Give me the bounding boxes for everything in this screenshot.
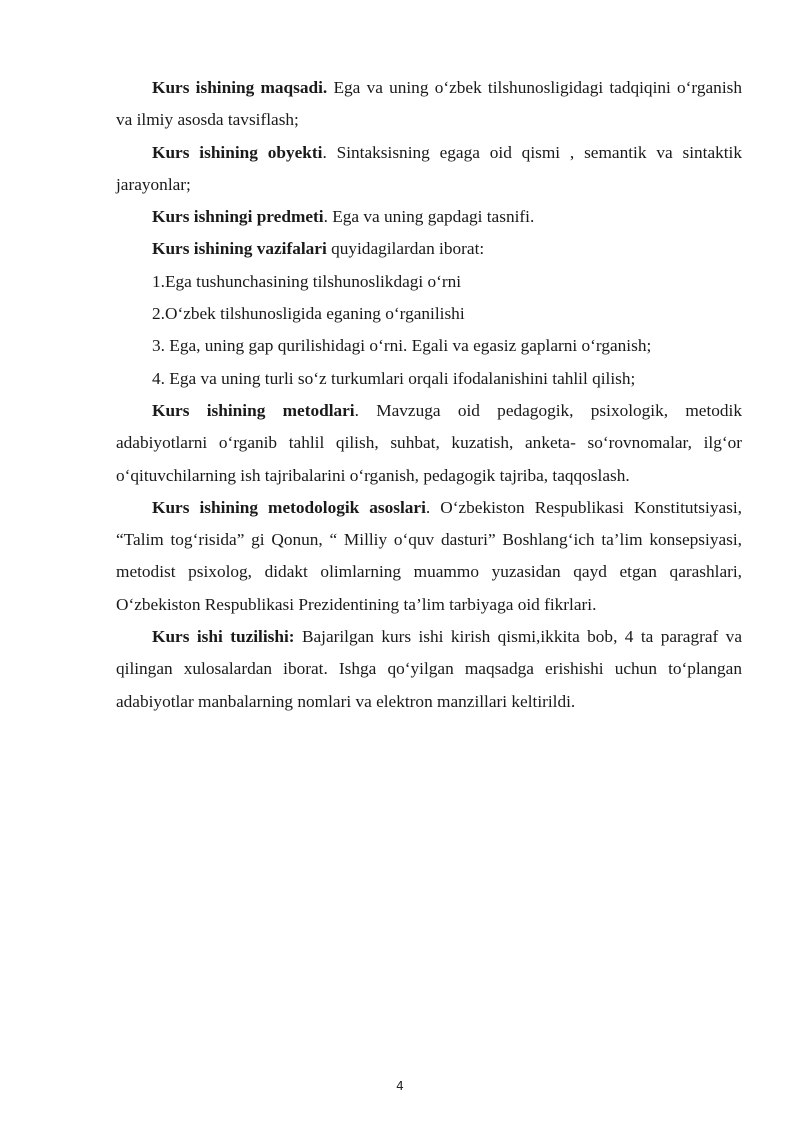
- foundations-text: . O‘zbekiston Respublikasi Konstitutsiyasi, “Talim tog‘risida” gi Qonun, “ Milliy o‘quv dasturi” Boshlang‘ich ta’lim konsepsiyasi, metodist psixolog, didakt olimlarning muammo yuzasidan qayd etgan qarashlari, O‘zbekiston Respublikasi Prezidentining ta’lim tarbiyaga oid fikrlari.: [116, 497, 742, 614]
- paragraph-structure: [116, 621, 742, 718]
- subject-heading: Kurs ishningi predmeti: [152, 207, 324, 227]
- task-item-2: 2.O‘zbek tilshunosligida eganing o‘rganilishi: [152, 304, 465, 324]
- object-heading: Kurs ishining obyekti: [152, 142, 323, 162]
- methods-heading: Kurs ishining metodlari: [152, 400, 355, 420]
- structure-heading: Kurs ishi tuzilishi:: [152, 627, 295, 647]
- subject-text: . Ega va uning gapdagi tasnifi.: [323, 207, 535, 227]
- structure-text: Bajarilgan kurs ishi kirish qismi,ikkita bob, 4 ta paragraf va qilingan xulosalardan iborat. Ishga qo‘yilgan maqsadga erishishi uchun to‘plangan adabiyotlar manbalarning nomlari va elektron manzillari keltirildi.: [116, 627, 742, 711]
- object-text: . Sintaksisning egaga oid qismi , semantik va sintaktik jarayonlar;: [116, 142, 742, 194]
- paragraph-methods: [116, 395, 742, 492]
- tasks-heading: Kurs ishining vazifalari: [152, 239, 327, 259]
- paragraph-subject: [116, 201, 742, 233]
- paragraph-object: [116, 137, 742, 202]
- page-body: [116, 72, 742, 718]
- aim-heading: Kurs ishining maqsadi.: [152, 78, 328, 97]
- methods-text: . Mavzuga oid pedagogik, psixologik, metodik adabiyotlarni o‘rganib tahlil qilish, suhbat, kuzatish, anketa- so‘rovnomalar, ilg‘or o‘qituvchilarning ish tajribalarini o‘rganish, pedagogik tajriba, taqqoslash.: [116, 400, 742, 485]
- page-number: 4: [396, 1079, 404, 1093]
- tasks-intro-text: quyidagilardan iborat:: [326, 239, 485, 259]
- task-item-1: 1.Ega tushunchasining tilshunoslikdagi o‘rni: [152, 271, 462, 291]
- task-item-3: 3. Ega, uning gap qurilishidagi o‘rni. Egali va egasiz gaplarni o‘rganish;: [152, 336, 652, 356]
- aim-text: Ega va uning o‘zbek tilshunosligidagi tadqiqini o‘rganish va ilmiy asosda tavsiflash;: [116, 78, 742, 130]
- paragraph-aim: [116, 72, 742, 137]
- paragraph-tasks-intro: [116, 233, 742, 265]
- task-item-4: 4. Ega va uning turli so‘z turkumlari orqali ifodalanishini tahlil qilish;: [152, 368, 636, 388]
- foundations-heading: Kurs ishining metodologik asoslari: [152, 497, 426, 517]
- paragraph-foundations: [116, 492, 742, 621]
